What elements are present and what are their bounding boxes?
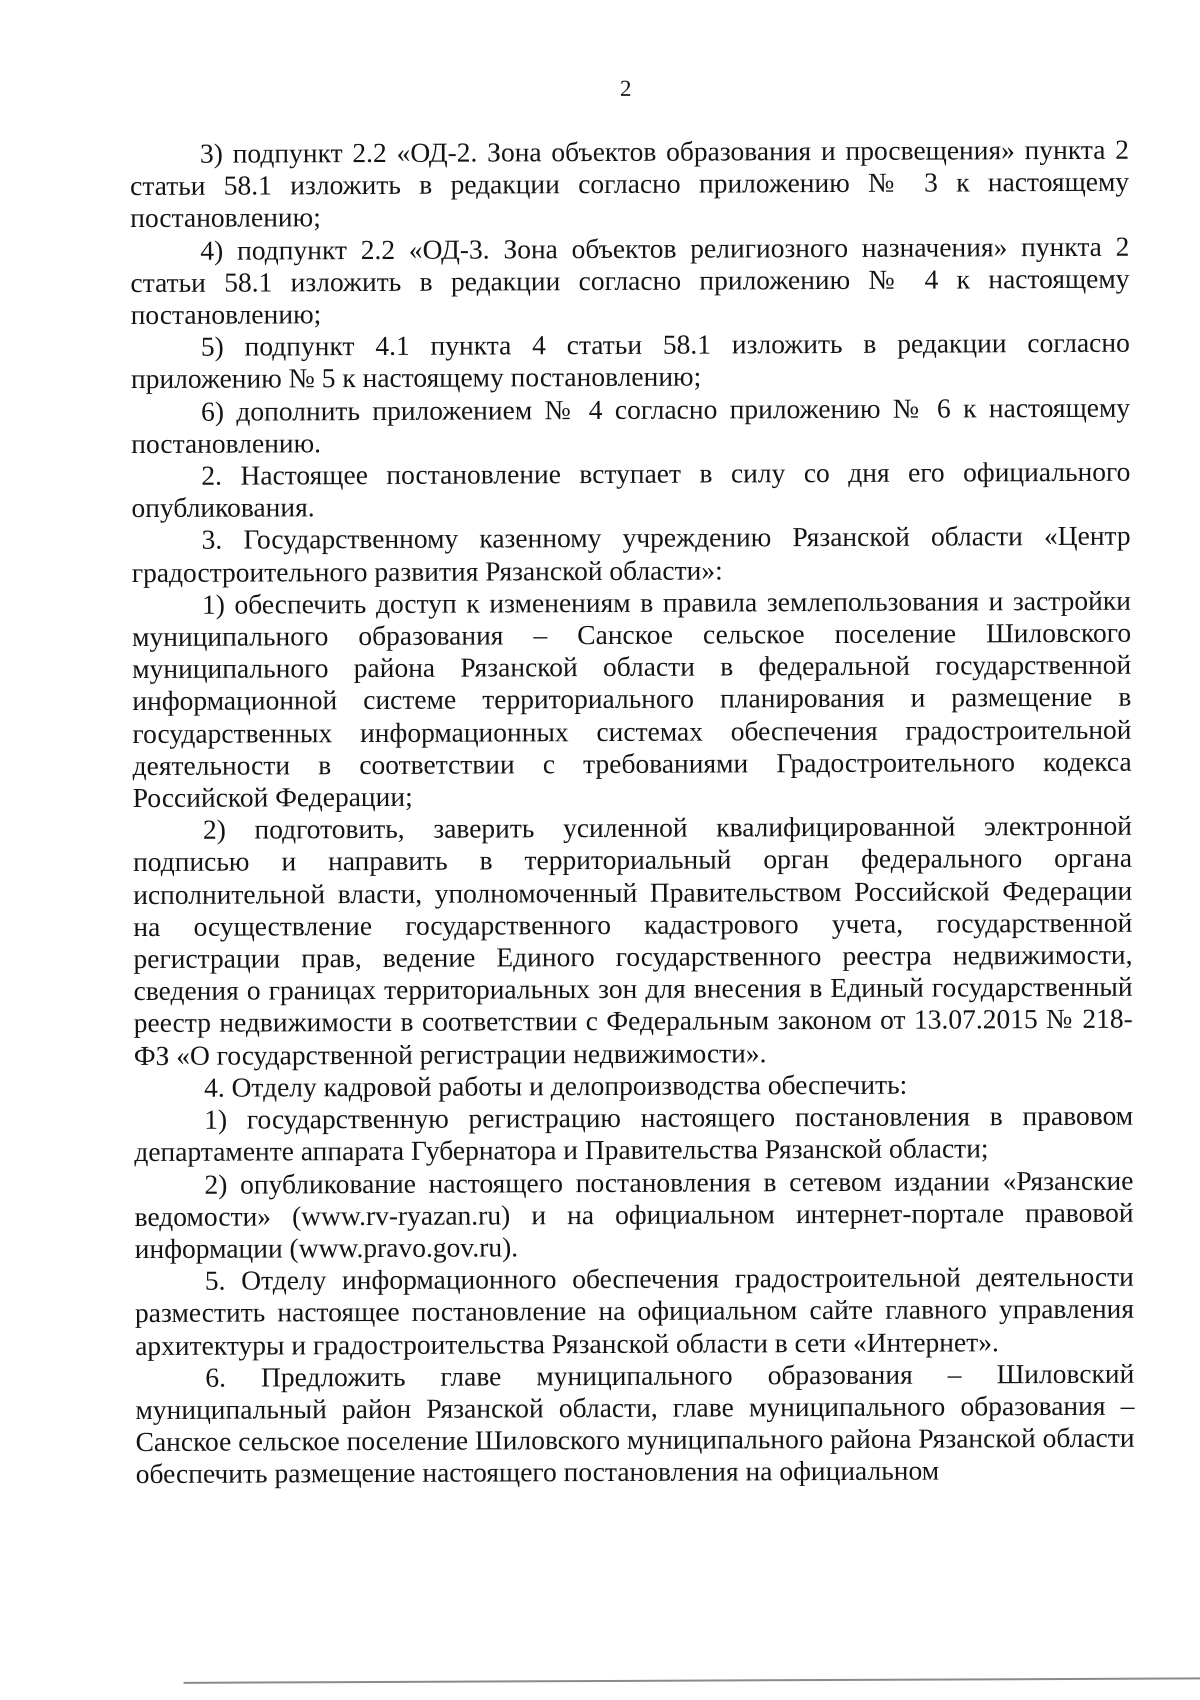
page-number: 2 <box>619 75 632 101</box>
paragraph-item-3-subpoint-5: 5) подпункт 4.1 пункта 4 статьи 58.1 изложить в редакции согласно приложению № 5 к настоящему постановлению; <box>130 326 1130 395</box>
paragraph-item-3-subpoint-4: 4) подпункт 2.2 «ОД-3. Зона объектов религиозного назначения» пункта 2 статьи 58.1 изложить в редакции согласно приложению № 4 к настоящему постановлению; <box>130 230 1130 331</box>
paragraph-item-3-subpoint-6: 6) дополнить приложением № 4 согласно приложению № 6 к настоящему постановлению. <box>131 391 1131 459</box>
paragraph-clause-6: 6. Предложить главе муниципального образования – Шиловский муниципальный район Рязанской области, главе муниципального образования – Санское сельское поселение Шиловского муниципального района Рязанской области обеспечить размещение настоящего постановления на официальном <box>135 1357 1135 1490</box>
paragraph-clause-4-subpoint-1: 1) государственную регистрацию настоящего постановления в правовом департаменте аппарата Губернатора и Правительства Рязанской области; <box>134 1099 1134 1168</box>
paragraph-clause-4-subpoint-2: 2) опубликование настоящего постановления в сетевом издании «Рязанские ведомости» (www.rv-ryazan.ru) и на официальном интернет-портале правовой информации (www.pravo.gov.ru). <box>134 1164 1134 1264</box>
paragraph-clause-2: 2. Настоящее постановление вступает в силу со дня его официального опубликования. <box>131 455 1131 524</box>
paragraph-clause-3-subpoint-1: 1) обеспечить доступ к изменениям в правила землепользования и застройки муниципального образования – Санское сельское поселение Шиловского муниципального района Рязанской области в федеральной государственной информационной системе территориального планирования и размещение в государственных информационных системах обеспечения градостроительной деятельности в соответствии с требованиями Градостроительного кодекса Российской Федерации; <box>131 584 1132 814</box>
paragraph-item-3-subpoint-3: 3) подпункт 2.2 «ОД-2. Зона объектов образования и просвещения» пункта 2 статьи 58.1 изложить в редакции согласно приложению № 3 к настоящему постановлению; <box>130 133 1130 234</box>
scan-edge-line <box>184 1677 1200 1683</box>
paragraph-clause-5: 5. Отделу информационного обеспечения градостроительной деятельности разместить настоящее постановление на официальном сайте главного управления архитектуры и градостроительства Рязанской области в сети «Интернет». <box>134 1260 1135 1361</box>
paragraph-clause-3: 3. Государственному казенному учреждению Рязанской области «Центр градостроительного развития Рязанской области»: <box>131 520 1131 588</box>
document-body <box>130 134 1135 1491</box>
paragraph-clause-4: 4. Отделу кадровой работы и делопроизводства обеспечить: <box>203 1068 908 1103</box>
paragraph-clause-3-subpoint-2: 2) подготовить, заверить усиленной квалифицированной электронной подписью и направить в территориальный орган федерального органа исполнительной власти, уполномоченный Правительством Российской Федерации на осуществление государственного кадастрового учета, государственной регистрации прав, ведение Единого государственного реестра недвижимости, сведения о границах территориальных зон для внесения в Единый государственный реестр недвижимости в соответствии с Федеральным законом от 13.07.2015 № 218-ФЗ «О государственной регистрации недвижимости». <box>132 809 1133 1071</box>
